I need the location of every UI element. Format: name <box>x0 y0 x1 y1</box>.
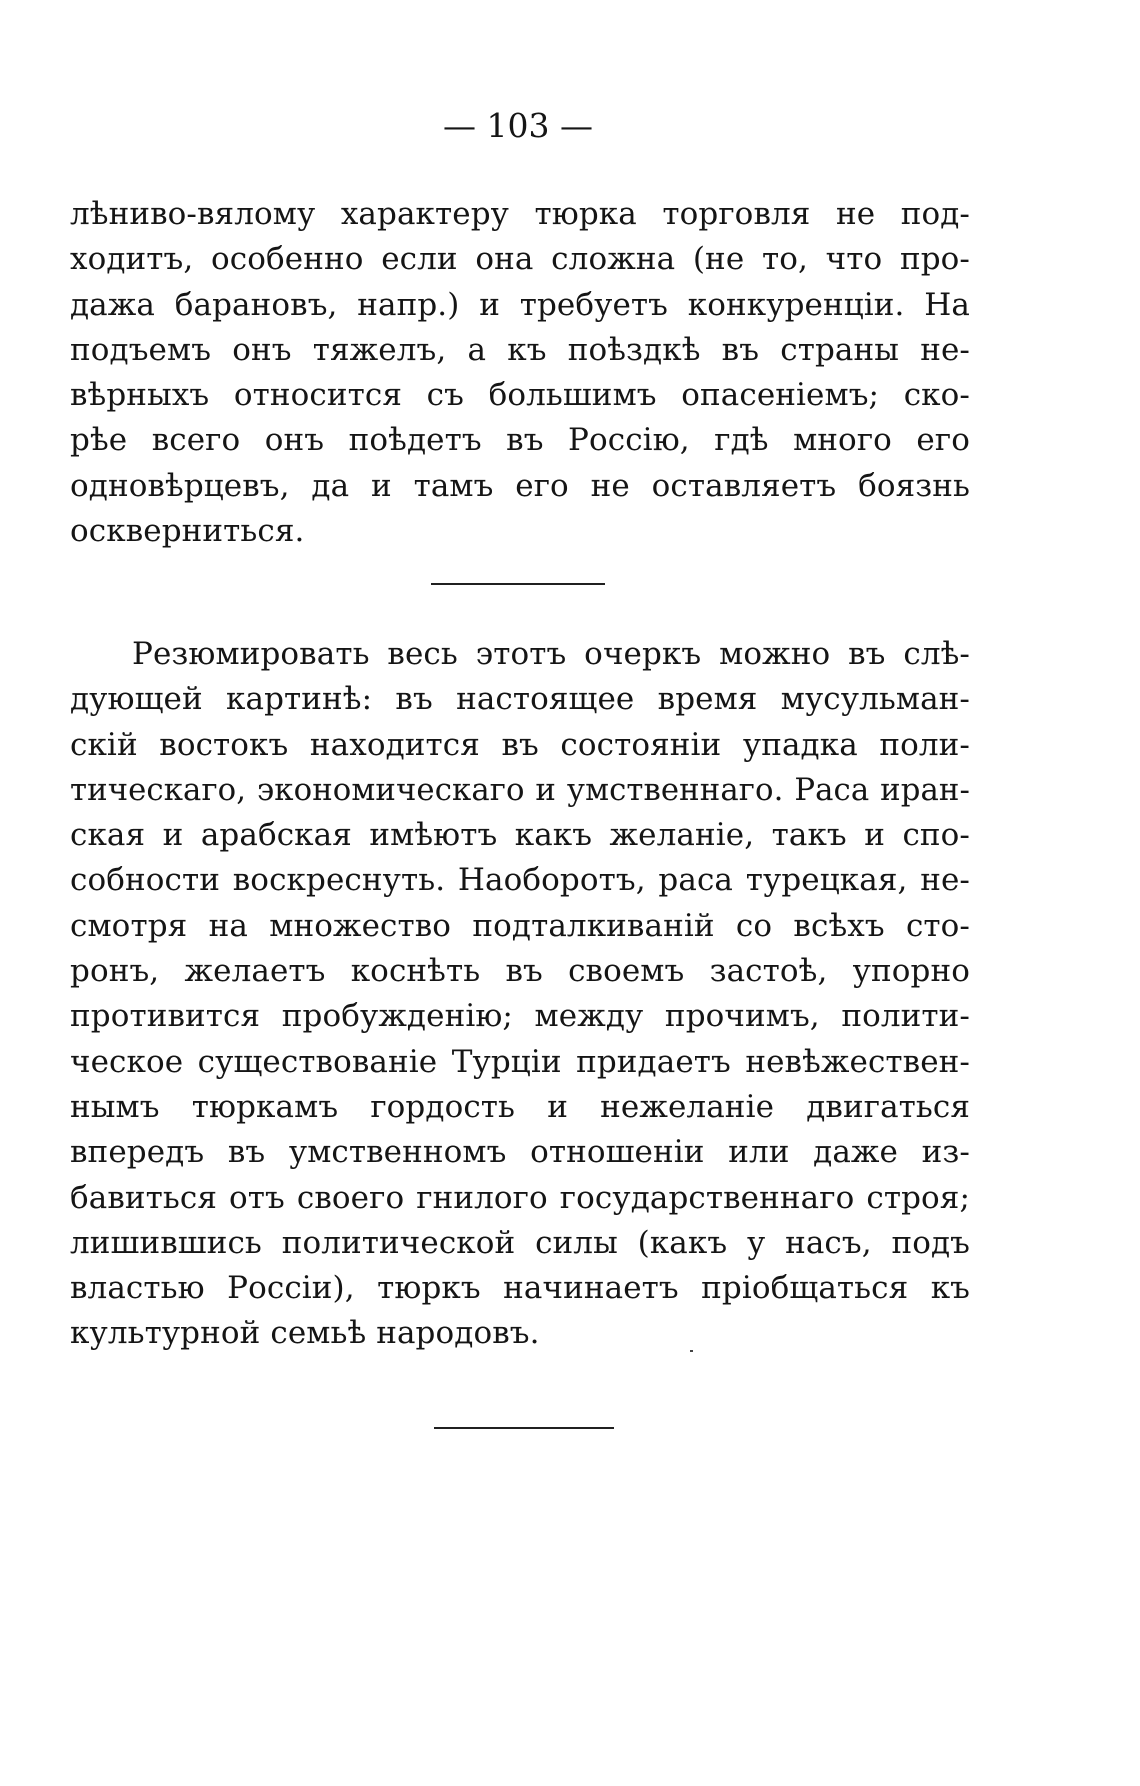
text-line: лѣниво-вялому характеру тюрка торговля не под- <box>70 196 970 232</box>
text-line: вѣрныхъ относится съ большимъ опасеніемъ; ско- <box>70 377 970 414</box>
text-line: подъемъ онъ тяжелъ, а къ поѣздкѣ въ страны не- <box>70 331 970 368</box>
text-line: ронъ, желаетъ коснѣть въ своемъ застоѣ, упорно <box>70 953 970 990</box>
text-line: впередъ въ умственномъ отношеніи или даже из- <box>70 1134 970 1171</box>
page-number: — 103 — <box>443 106 593 145</box>
text-line: собности воскреснуть. Наоборотъ, раса турецкая, не- <box>70 862 970 899</box>
text-line: скій востокъ находится въ состояніи упадка поли- <box>70 726 970 763</box>
section-divider <box>431 583 605 585</box>
text-line: смотря на множество подталкиваній со всѣхъ сто- <box>70 907 970 944</box>
text-line: Резюмировать весь этотъ очеркъ можно въ слѣ- <box>132 636 970 672</box>
text-line: ческое существованіе Турціи придаетъ невѣжествен- <box>70 1043 970 1080</box>
text-line: оскверниться. <box>70 513 305 550</box>
text-line: противится пробужденію; между прочимъ, полити- <box>70 998 970 1035</box>
text-line: дующей картинѣ: въ настоящее время мусульман- <box>70 681 970 718</box>
end-divider <box>434 1427 614 1429</box>
print-speck <box>690 1350 693 1352</box>
text-line: нымъ тюркамъ гордость и нежеланіе двигаться <box>70 1088 970 1125</box>
text-line: бавиться отъ своего гнилого государственнаго строя; <box>70 1179 970 1216</box>
text-line: властью Россіи), тюркъ начинаетъ пріобщаться къ <box>70 1270 970 1307</box>
text-line: дажа барановъ, напр.) и требуетъ конкуренціи. На <box>70 286 970 323</box>
text-line: рѣе всего онъ поѣдетъ въ Россію, гдѣ много его <box>70 422 970 459</box>
text-line: ходитъ, особенно если она сложна (не то, что про- <box>70 241 970 278</box>
text-line: ская и арабская имѣютъ какъ желаніе, такъ и спо- <box>70 817 970 854</box>
paragraph-2 <box>70 632 970 1357</box>
text-line: культурной семьѣ народовъ. <box>70 1315 540 1352</box>
paragraph-1 <box>70 192 970 554</box>
text-line: тическаго, экономическаго и умственнаго. Раса иран- <box>70 771 970 808</box>
text-line: лишившись политической силы (какъ у насъ, подъ <box>70 1224 970 1261</box>
text-line: одновѣрцевъ, да и тамъ его не оставляетъ боязнь <box>70 467 970 504</box>
